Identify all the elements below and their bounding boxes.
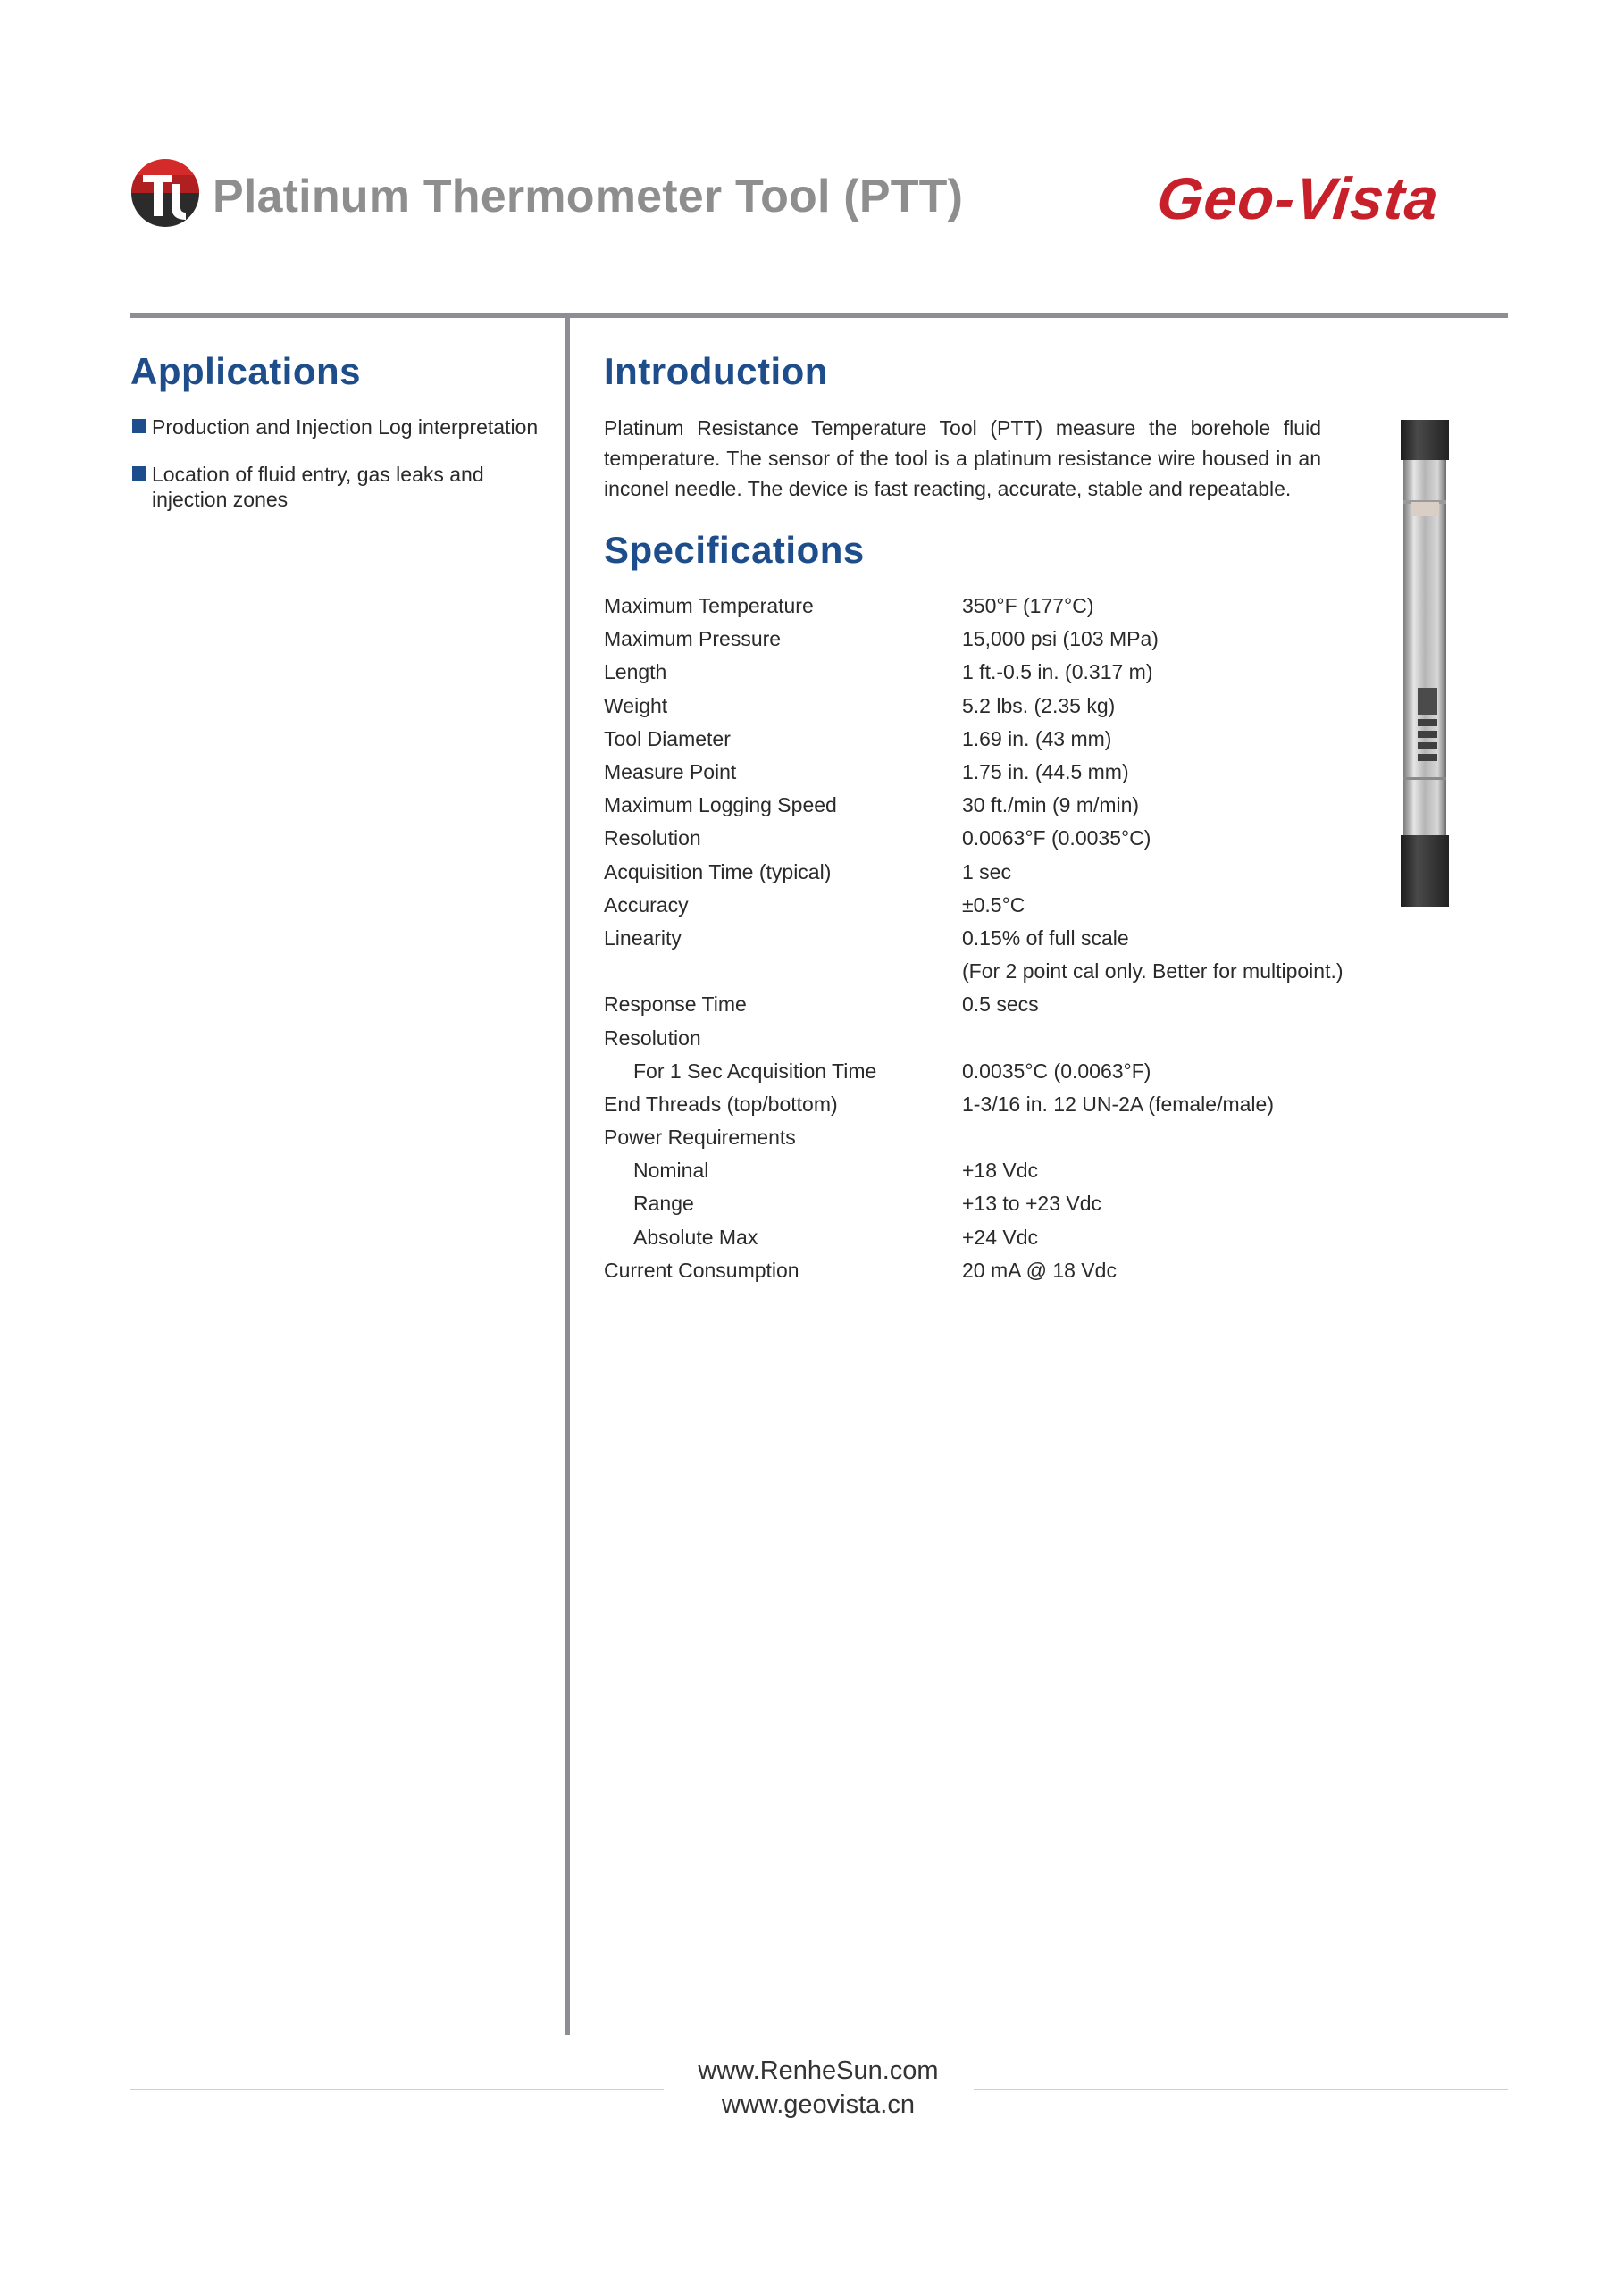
footer-divider-left	[130, 2089, 664, 2090]
spec-row	[604, 656, 1363, 689]
spec-label: Response Time	[604, 992, 747, 1017]
spec-value: 0.0063°F (0.0035°C)	[962, 826, 1151, 850]
spec-value: +13 to +23 Vdc	[962, 1192, 1102, 1216]
introduction-text: Platinum Resistance Temperature Tool (PTT) measure the borehole fluid temperature. The sensor of the tool is a platinum resistance wire housed in an inconel needle. The device is fast reacting, accurate, stable and repeatable.	[604, 416, 1321, 500]
spec-value: 5.2 lbs. (2.35 kg)	[962, 693, 1116, 717]
spec-label: End Threads (top/bottom)	[604, 1092, 838, 1116]
spec-label	[604, 955, 962, 988]
spec-label: Tool Diameter	[604, 726, 731, 750]
spec-label: Resolution	[604, 1026, 701, 1050]
spec-value: 1 sec	[962, 859, 1011, 883]
spec-value: 0.5 secs	[962, 992, 1039, 1017]
spec-label: Acquisition Time (typical)	[604, 859, 832, 883]
spec-label: Accuracy	[604, 892, 689, 917]
applications-list	[132, 414, 552, 534]
spec-row	[604, 1154, 1363, 1187]
spec-row	[604, 955, 1363, 988]
spec-row	[604, 690, 1363, 723]
spec-row	[604, 623, 1363, 656]
spec-value: 0.0035°C (0.0063°F)	[962, 1059, 1151, 1083]
spec-label: Resolution	[604, 826, 701, 850]
spec-value: 1.69 in. (43 mm)	[962, 726, 1112, 750]
spec-row	[604, 723, 1363, 756]
tu-logo-icon	[130, 157, 200, 229]
spec-value: 1-3/16 in. 12 UN-2A (female/male)	[962, 1092, 1274, 1116]
introduction-heading: Introduction	[604, 350, 828, 392]
spec-label: Maximum Temperature	[604, 594, 814, 618]
spec-label: Maximum Pressure	[604, 627, 782, 651]
document-title: Platinum Thermometer Tool (PTT)	[213, 171, 964, 222]
spec-row	[604, 1021, 1363, 1054]
spec-row	[604, 1121, 1363, 1154]
spec-row	[604, 1254, 1363, 1287]
footer-link-renhesun[interactable]: www.RenheSun.com	[698, 2056, 939, 2085]
column-divider	[565, 316, 570, 2035]
spec-label: Measure Point	[604, 760, 737, 784]
spec-value: 1 ft.-0.5 in. (0.317 m)	[962, 660, 1153, 684]
application-item	[132, 414, 552, 440]
applications-heading: Applications	[130, 350, 362, 392]
spec-row	[604, 988, 1363, 1021]
spec-value	[962, 1021, 1363, 1054]
brand-logo: Geo-Vista	[1154, 165, 1443, 231]
spec-label: Linearity	[604, 925, 682, 950]
spec-row	[604, 789, 1363, 822]
spec-label: Length	[604, 660, 667, 684]
spec-value: 30 ft./min (9 m/min)	[962, 793, 1140, 817]
spec-value: (For 2 point cal only. Better for multipoint.)	[962, 959, 1344, 984]
spec-row	[604, 1187, 1363, 1220]
spec-label: Weight	[604, 693, 668, 717]
spec-value: 0.15% of full scale	[962, 925, 1129, 950]
spec-row	[604, 1055, 1363, 1088]
spec-label: Maximum Logging Speed	[604, 793, 837, 817]
spec-row	[604, 856, 1363, 889]
application-text: Production and Injection Log interpretation	[152, 415, 539, 439]
spec-value: 350°F (177°C)	[962, 594, 1094, 618]
spec-label: For 1 Sec Acquisition Time	[633, 1059, 877, 1083]
spec-row	[604, 1221, 1363, 1254]
spec-value: +18 Vdc	[962, 1159, 1039, 1183]
spec-row	[604, 822, 1363, 855]
spec-value: ±0.5°C	[962, 892, 1025, 917]
spec-label: Absolute Max	[633, 1225, 758, 1249]
application-item	[132, 462, 552, 512]
spec-value: 15,000 psi (103 MPa)	[962, 627, 1159, 651]
spec-row	[604, 889, 1363, 922]
square-bullet-icon	[132, 419, 146, 433]
spec-row	[604, 756, 1363, 789]
header-divider	[130, 313, 1508, 318]
spec-label: Power Requirements	[604, 1126, 796, 1150]
tool-image	[1398, 420, 1452, 907]
spec-row	[604, 590, 1363, 623]
spec-value: +24 Vdc	[962, 1225, 1039, 1249]
spec-row	[604, 922, 1363, 955]
specifications-table	[604, 590, 1363, 1287]
spec-value: 1.75 in. (44.5 mm)	[962, 760, 1129, 784]
footer-link-geovista[interactable]: www.geovista.cn	[722, 2090, 915, 2119]
application-text: Location of fluid entry, gas leaks and injection zones	[152, 463, 484, 511]
spec-label: Nominal	[633, 1159, 709, 1183]
square-bullet-icon	[132, 466, 146, 481]
spec-label: Range	[633, 1192, 694, 1216]
spec-label: Current Consumption	[604, 1258, 799, 1282]
spec-value: 20 mA @ 18 Vdc	[962, 1258, 1117, 1282]
specifications-heading: Specifications	[604, 529, 865, 571]
footer-divider-right	[974, 2089, 1508, 2090]
spec-row	[604, 1088, 1363, 1121]
spec-value	[962, 1121, 1363, 1154]
